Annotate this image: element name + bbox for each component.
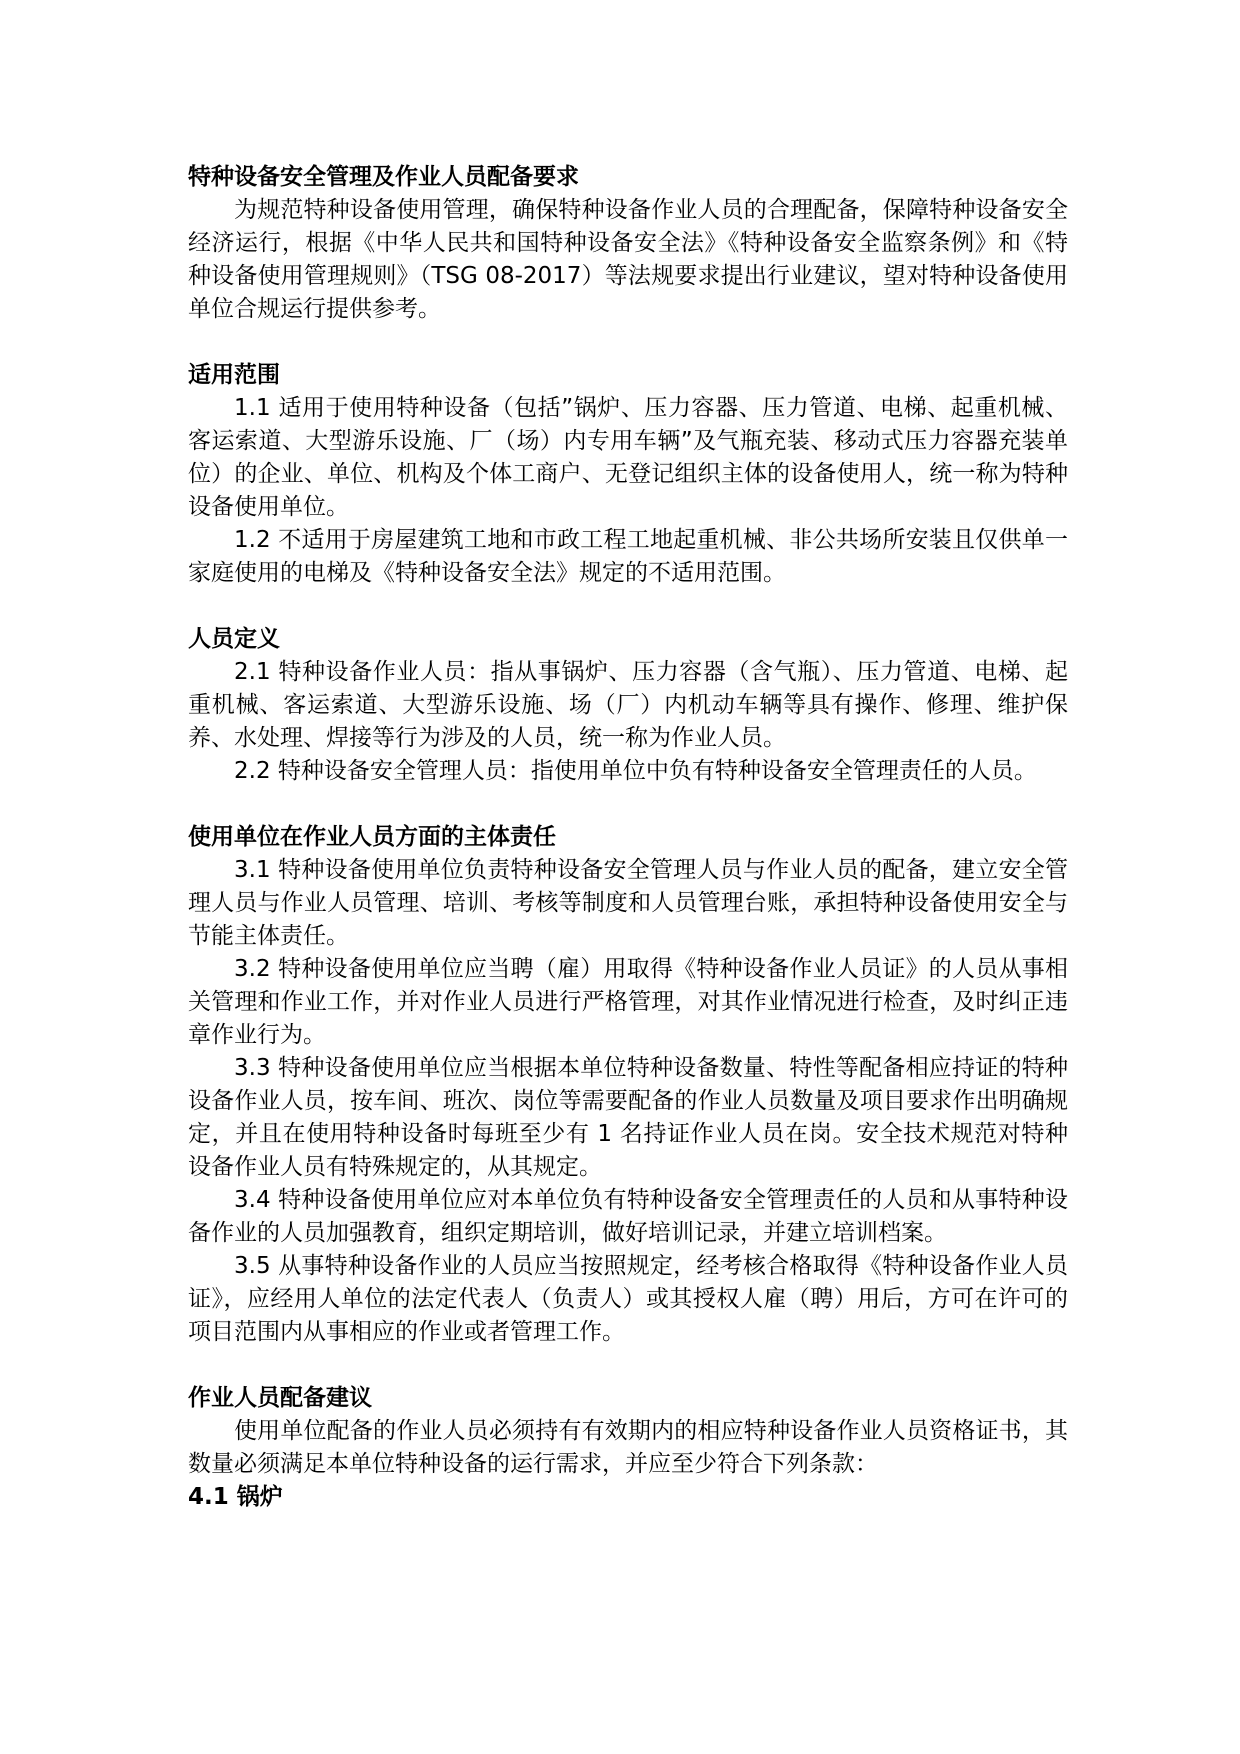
paragraph-1-2: 1.2 不适用于房屋建筑工地和市政工程工地起重机械、非公共场所安装且仅供单一家庭使用的电梯及《特种设备安全法》规定的不适用范围。 [188, 527, 1068, 586]
document-title: 特种设备安全管理及作业人员配备要求 [188, 164, 579, 190]
paragraph-2-1: 2.1 特种设备作业人员：指从事锅炉、压力容器（含气瓶）、压力管道、电梯、起重机械、客运索道、大型游乐设施、场（厂）内机动车辆等具有操作、修理、维护保养、水处理、焊接等行为涉及的人员，统一称为作业人员。 [188, 659, 1068, 751]
section-heading-responsibility: 使用单位在作业人员方面的主体责任 [188, 824, 556, 850]
section-gap [188, 788, 1068, 821]
paragraph-1-1: 1.1 适用于使用特种设备（包括”锅炉、压力容器、压力管道、电梯、起重机械、客运索道、大型游乐设施、厂（场）内专用车辆”及气瓶充装、移动式压力容器充装单位）的企业、单位、机构及个体工商户、无登记组织主体的设备使用人，统一称为特种设备使用单位。 [188, 395, 1068, 520]
paragraph-3-3: 3.3 特种设备使用单位应当根据本单位特种设备数量、特性等配备相应持证的特种设备作业人员，按车间、班次、岗位等需要配备的作业人员数量及项目要求作出明确规定，并且在使用特种设备时每班至少有 1 名持证作业人员在岗。安全技术规范对特种设备作业人员有特殊规定的，从其规定。 [188, 1055, 1068, 1180]
document-page [188, 161, 1068, 1514]
paragraph-3-2: 3.2 特种设备使用单位应当聘（雇）用取得《特种设备作业人员证》的人员从事相关管理和作业工作，并对作业人员进行严格管理，对其作业情况进行检查，及时纠正违章作业行为。 [188, 956, 1068, 1048]
paragraph-2-2: 2.2 特种设备安全管理人员：指使用单位中负有特种设备安全管理责任的人员。 [234, 758, 1037, 784]
paragraph-3-4: 3.4 特种设备使用单位应对本单位负有特种设备安全管理责任的人员和从事特种设备作业的人员加强教育，组织定期培训，做好培训记录，并建立培训档案。 [188, 1187, 1068, 1246]
section-gap [188, 1349, 1068, 1382]
section-gap [188, 326, 1068, 359]
section-heading-scope: 适用范围 [188, 362, 280, 388]
section-heading-definitions: 人员定义 [188, 626, 280, 652]
section-heading-staffing: 作业人员配备建议 [188, 1385, 372, 1411]
section-gap [188, 590, 1068, 623]
intro-paragraph: 为规范特种设备使用管理，确保特种设备作业人员的合理配备，保障特种设备安全经济运行，根据《中华人民共和国特种设备安全法》《特种设备安全监察条例》和《特种设备使用管理规则》（TSG 08-2017）等法规要求提出行业建议，望对特种设备使用单位合规运行提供参考。 [188, 197, 1068, 322]
subheading-4-1: 4.1 锅炉 [188, 1484, 283, 1510]
paragraph-3-1: 3.1 特种设备使用单位负责特种设备安全管理人员与作业人员的配备，建立安全管理人员与作业人员管理、培训、考核等制度和人员管理台账，承担特种设备使用安全与节能主体责任。 [188, 857, 1068, 949]
paragraph-3-5: 3.5 从事特种设备作业的人员应当按照规定，经考核合格取得《特种设备作业人员证》，应经用人单位的法定代表人（负责人）或其授权人雇（聘）用后，方可在许可的项目范围内从事相应的作业或者管理工作。 [188, 1253, 1068, 1345]
paragraph-4-intro: 使用单位配备的作业人员必须持有有效期内的相应特种设备作业人员资格证书，其数量必须满足本单位特种设备的运行需求，并应至少符合下列条款： [188, 1418, 1068, 1477]
